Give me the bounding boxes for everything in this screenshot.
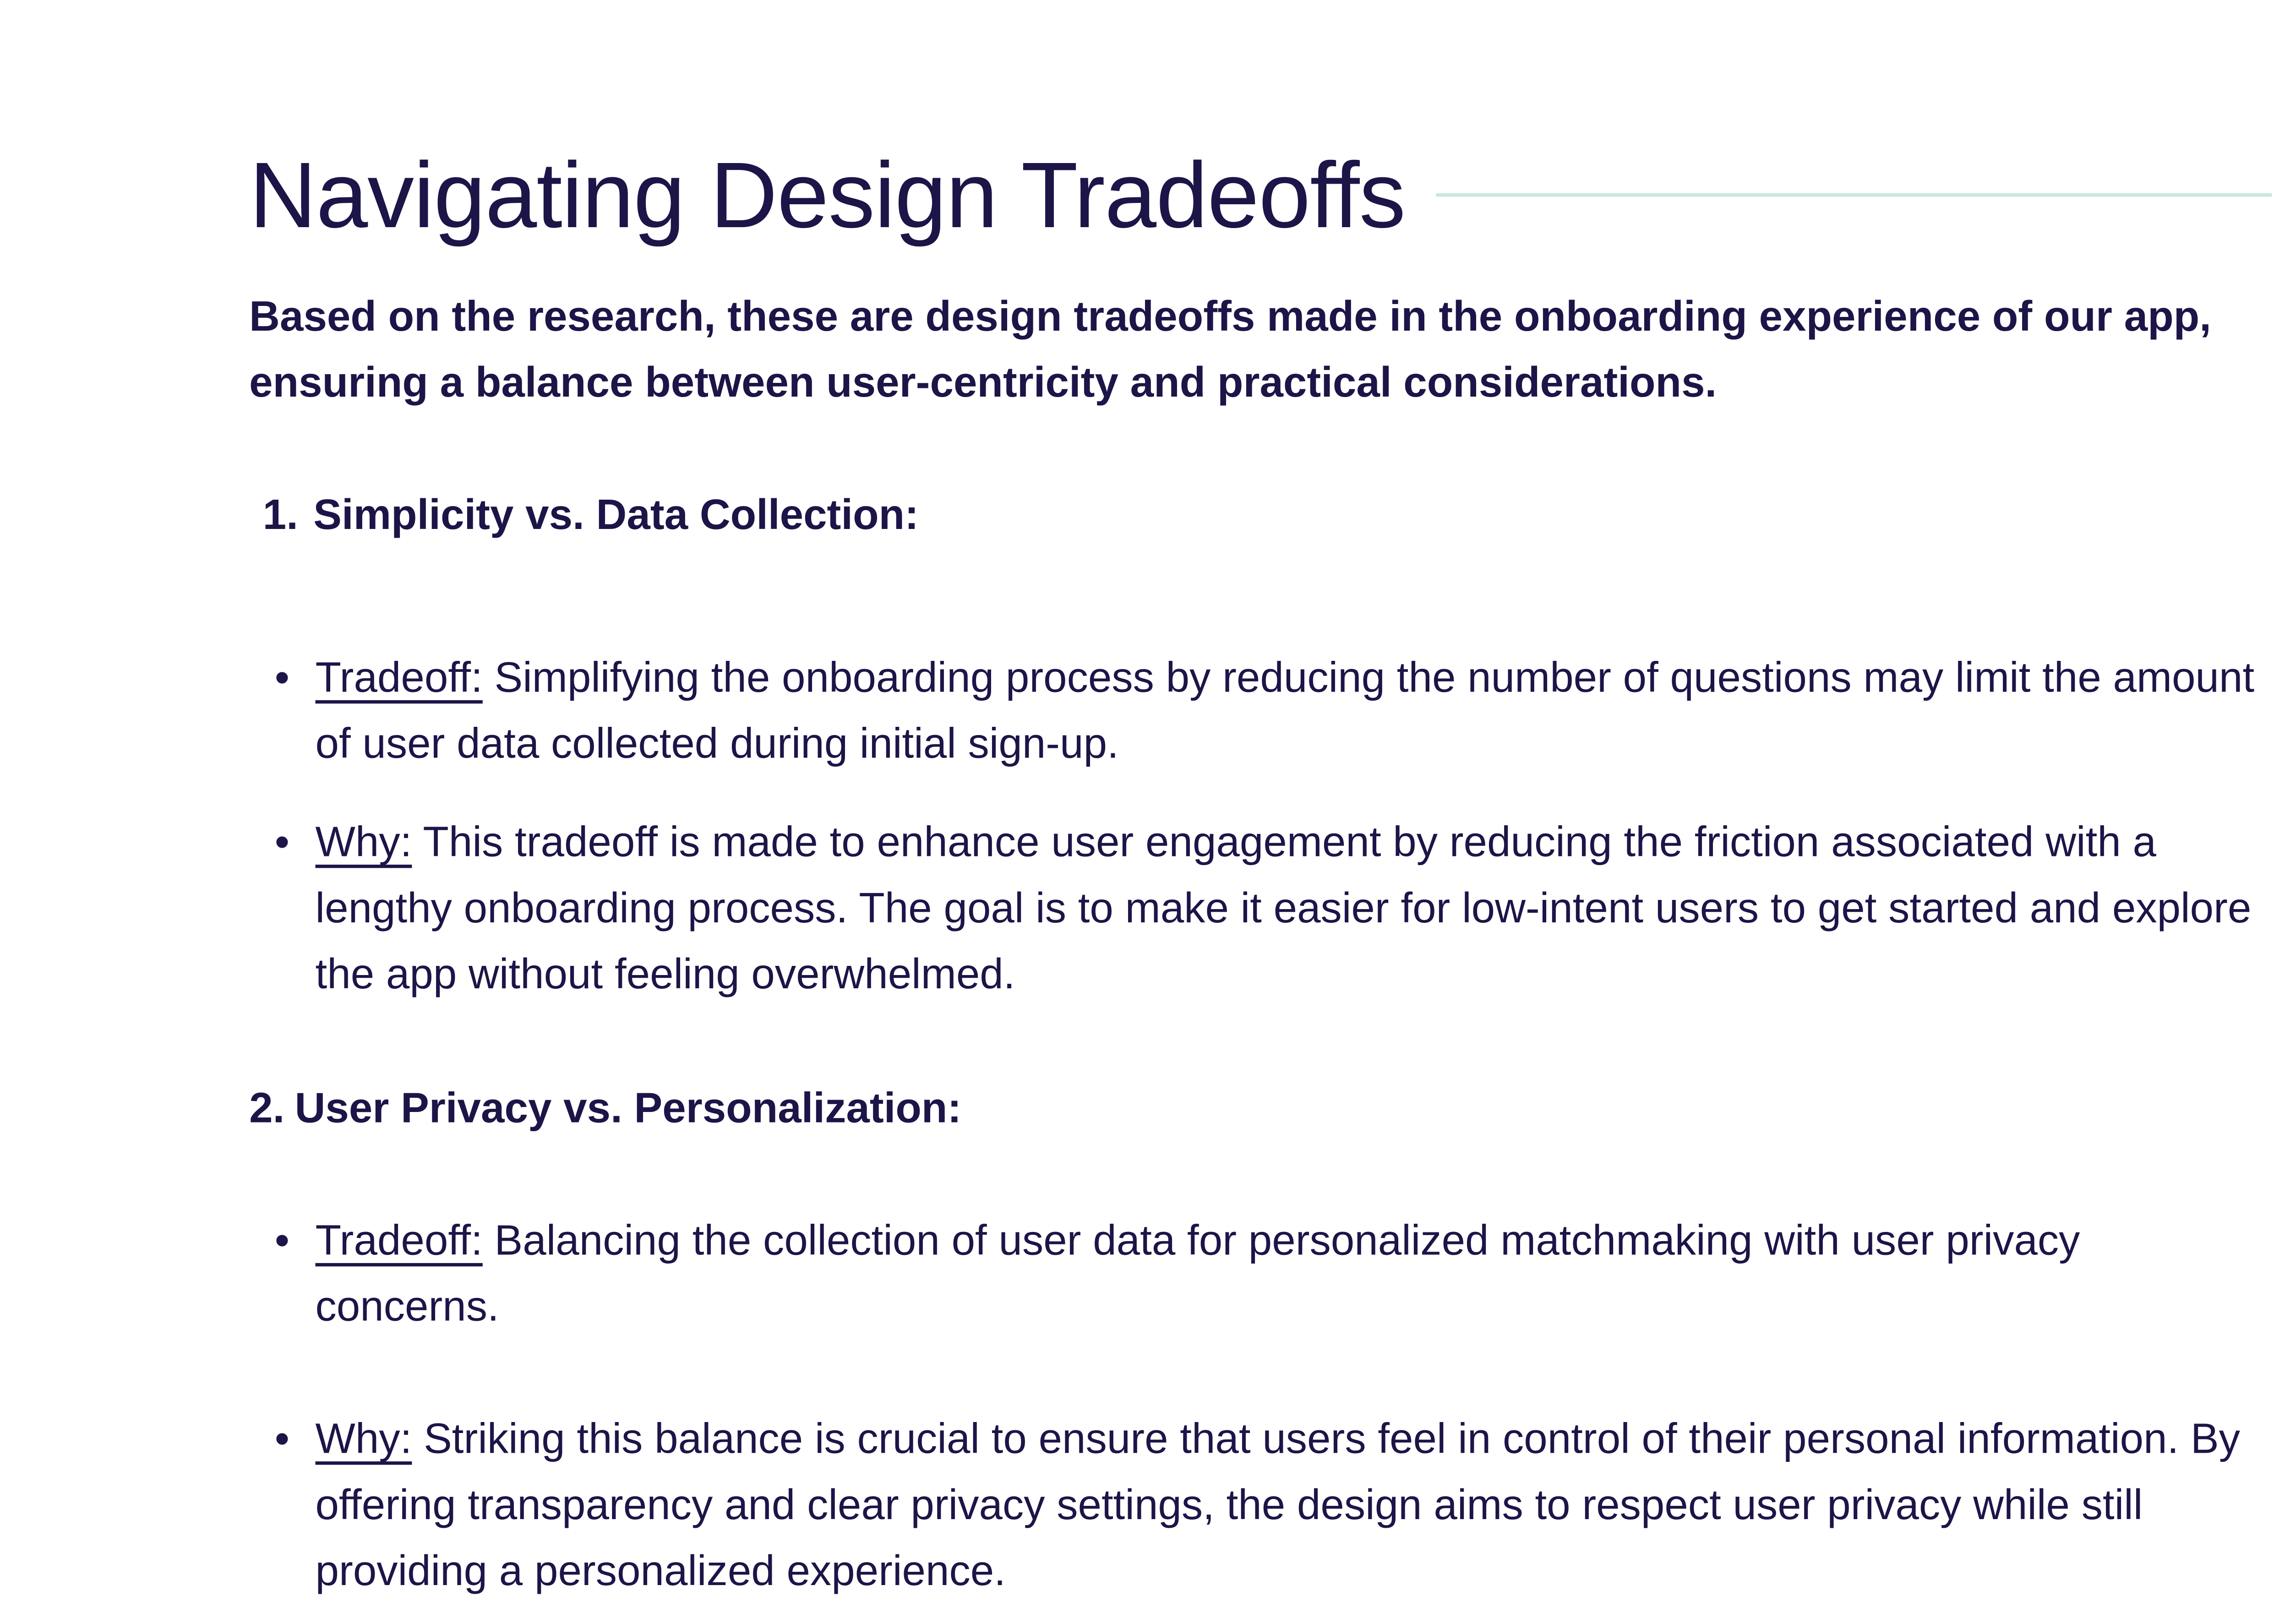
bullet-icon: • [274,818,290,866]
term-label: Tradeoff: [315,1217,483,1265]
bullet-icon: • [274,1217,290,1265]
item-text: Striking this balance is crucial to ensure that users feel in control of their personal information. By offering transparency and clear privacy settings, the design aims to respect user privacy while still providing a personalized experience. [315,1416,2241,1596]
term-label: Why: [315,1416,412,1463]
item-text: Balancing the collection of user data for personalized matchmaking with user privacy concerns. [315,1217,2080,1331]
term-label: Tradeoff: [315,654,483,702]
list-item-tradeoff-privacy [274,1209,2265,1341]
bullet-icon: • [274,1416,290,1463]
section-number: 2. [249,1085,285,1133]
item-text: This tradeoff is made to enhance user engagement by reducing the friction associated with a lengthy onboarding process. The goal is to make it easier for low-intent users to get started and explore the app without feeling overwhelmed. [315,818,2252,999]
section-title: Simplicity vs. Data Collection: [313,491,919,540]
bullet-icon: • [274,654,290,702]
item-text: Simplifying the onboarding process by reducing the number of questions may limit the amount of user data collected during initial sign-up. [315,654,2255,768]
term-label: Why: [315,818,412,866]
section-heading-simplicity [263,488,919,542]
list-item-tradeoff-simplicity [274,646,2265,778]
page-title: Navigating Design Tradeoffs [249,142,1406,248]
list-item-why-privacy [274,1407,2265,1605]
intro-paragraph: Based on the research, these are design tradeoffs made in the onboarding experience of our app, ensuring a balance between user-centricity and practical considerations. [249,293,2212,407]
list-item-why-simplicity [274,810,2265,1008]
section-title: User Privacy vs. Personalization: [294,1085,962,1133]
title-row [249,136,2272,254]
section-number: 1. [262,491,298,540]
title-divider [1436,193,2272,196]
section-heading-privacy [249,1082,961,1136]
